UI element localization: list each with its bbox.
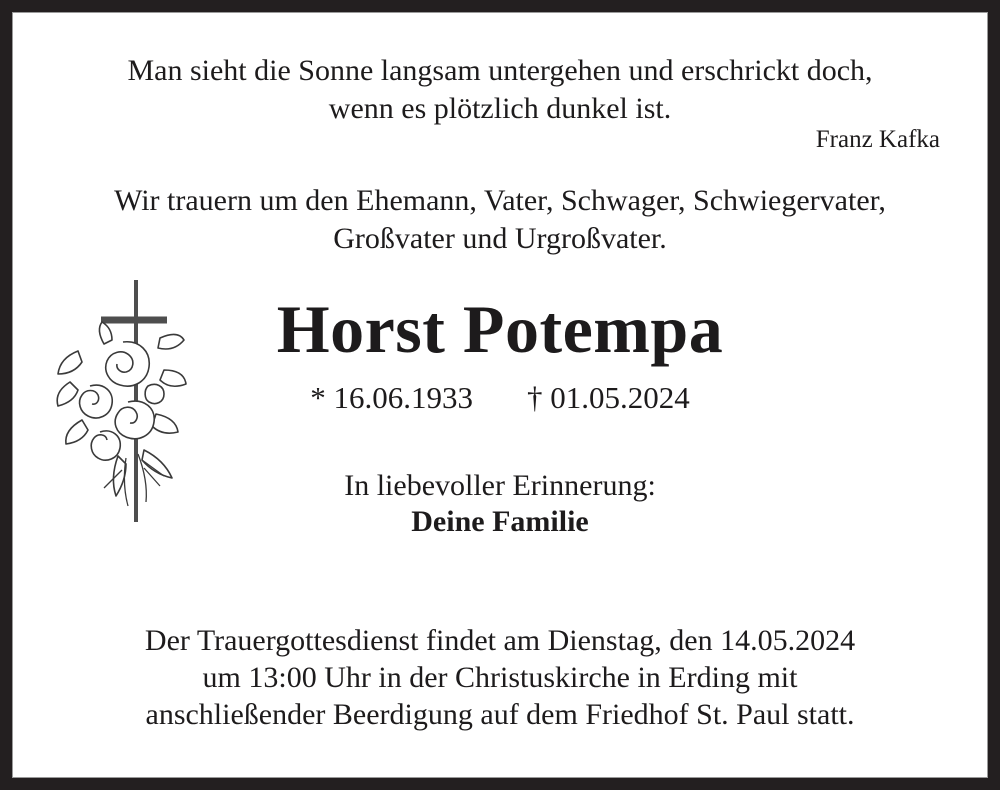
death-date: † 01.05.2024 — [527, 380, 690, 415]
family-signature: Deine Familie — [411, 505, 589, 538]
remembrance-line: In liebevoller Erinnerung: — [344, 469, 656, 502]
remembrance-block — [0, 468, 1000, 540]
mourning-line-2: Großvater und Urgroßvater. — [333, 222, 667, 255]
quote-block — [0, 52, 1000, 128]
life-dates — [0, 381, 1000, 415]
birth-date: * 16.06.1933 — [310, 380, 473, 415]
mourning-line-1: Wir trauern um den Ehemann, Vater, Schwager, Schwiegervater, — [114, 184, 886, 217]
quote-attribution: Franz Kafka — [815, 126, 940, 153]
service-line-2: um 13:00 Uhr in der Christuskirche in Erding mit — [202, 661, 798, 694]
quote-line-2: wenn es plötzlich dunkel ist. — [328, 92, 672, 125]
service-info-block — [0, 622, 1000, 733]
mourning-block — [0, 182, 1000, 258]
service-line-1: Der Trauergottesdienst findet am Dienstag, den 14.05.2024 — [144, 624, 856, 657]
deceased-name: Horst Potempa — [276, 291, 724, 367]
quote-line-1: Man sieht die Sonne langsam untergehen und erschrickt doch, — [127, 54, 873, 87]
service-line-3: anschließender Beerdigung auf dem Friedhof St. Paul statt. — [145, 698, 855, 731]
